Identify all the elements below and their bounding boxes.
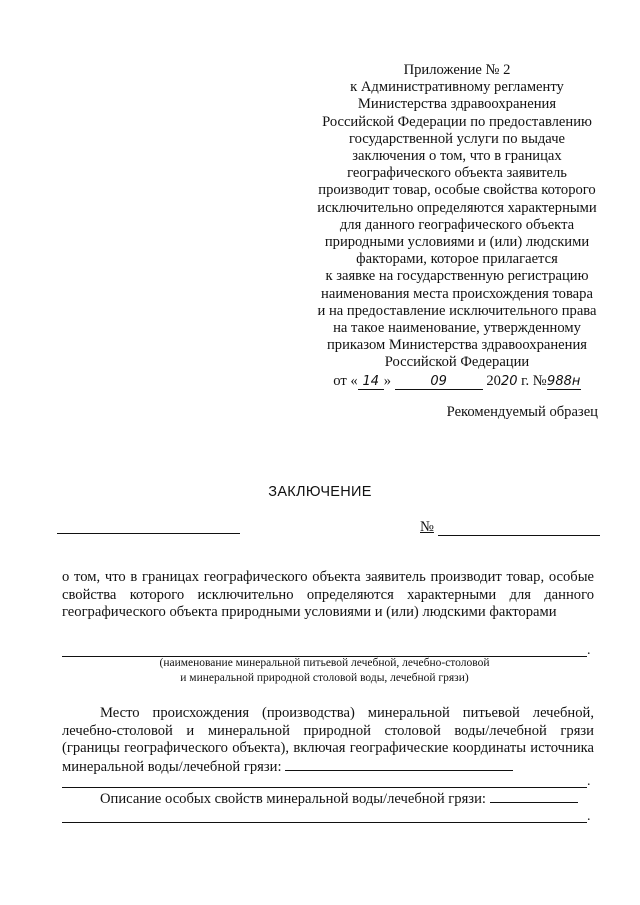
coordinates-blank-line-2: [62, 787, 587, 788]
appendix-line: Приложение № 2: [403, 62, 511, 78]
appendix-line: Российской Федерации: [384, 354, 530, 371]
subject-paragraph: о том, что в границах географического объекта заявитель производит товар, особые свойства которого исключительно определяются характерными для данного географического объекта природными условиями и (или) людскими факторами: [62, 569, 594, 620]
caption-line: (наименование минеральной питьевой лечебной, лечебно-столовой: [159, 657, 490, 669]
coordinates-blank-line: [285, 758, 513, 771]
line-end-dot: .: [587, 809, 591, 824]
appendix-line: Министерства здравоохранения: [357, 96, 557, 113]
appendix-line: заключения о том, что в границах: [352, 148, 562, 165]
order-number-label: г. №: [521, 372, 547, 389]
appendix-line: производит товар, особые свойства которого: [318, 182, 596, 199]
properties-blank-line: [490, 790, 578, 803]
caption-line: и минеральной природной столовой воды, лечебной грязи): [180, 671, 469, 684]
date-mid: »: [383, 372, 392, 389]
appendix-line: и на предоставление исключительного права: [317, 302, 597, 319]
appendix-line: приказом Министерства здравоохранения: [327, 337, 587, 354]
recommended-sample-label: Рекомендуемый образец: [446, 404, 598, 420]
order-date-line: [304, 373, 610, 390]
properties-blank-line-2: [62, 822, 587, 823]
number-sign: №: [420, 519, 434, 535]
handwritten-order-number: 988н: [547, 373, 581, 389]
appendix-line: природными условиями и (или) людскими: [324, 234, 590, 251]
appendix-line: для данного географического объекта: [339, 216, 575, 233]
handwritten-month: 09: [395, 374, 483, 390]
appendix-line: Российской Федерации по предоставлению: [322, 113, 592, 130]
properties-paragraph: [62, 790, 594, 809]
line-end-dot: .: [587, 643, 591, 658]
conclusion-number-field: [420, 519, 600, 536]
appendix-line: исключительно определяются характерными: [317, 199, 597, 216]
properties-paragraph-text: Описание особых свойств минеральной воды/лечебной грязи:: [100, 791, 486, 807]
name-caption: [62, 656, 587, 685]
document-title: ЗАКЛЮЧЕНИЕ: [268, 484, 372, 500]
appendix-line: к Административному регламенту: [350, 79, 564, 96]
date-blank-line: [57, 533, 240, 534]
date-prefix: от «: [333, 372, 358, 389]
appendix-line: географического объекта заявитель: [347, 165, 567, 182]
appendix-line: государственной услуги по выдаче: [348, 130, 566, 147]
appendix-line: факторами, которое прилагается: [356, 251, 558, 268]
number-blank-line: [438, 521, 600, 536]
appendix-line: наименования места происхождения товара: [321, 285, 593, 302]
appendix-header: [304, 62, 610, 390]
appendix-line: к заявке на государственную регистрацию: [325, 268, 589, 285]
appendix-line: на такое наименование, утвержденному: [333, 320, 581, 337]
handwritten-day: 14: [358, 374, 384, 390]
line-end-dot: .: [587, 774, 591, 789]
handwritten-year: 20: [500, 373, 518, 389]
origin-paragraph-text: Место происхождения (производства) минеральной питьевой лечебной, лечебно-столовой и минеральной природной столовой воды/лечебной грязи (границы географического объекта), включая географические координаты источника минеральной воды/лечебной грязи:: [62, 705, 594, 775]
year-prefix: 20: [486, 372, 501, 389]
origin-paragraph: [62, 705, 594, 776]
